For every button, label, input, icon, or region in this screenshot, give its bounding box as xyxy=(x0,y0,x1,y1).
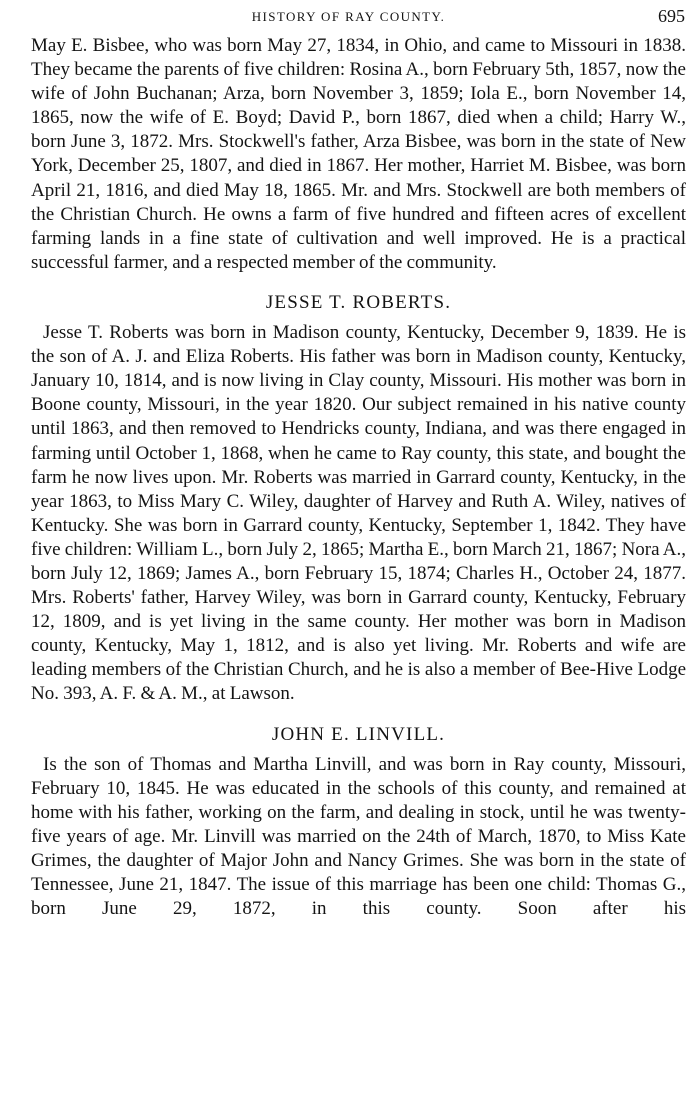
running-header xyxy=(0,6,697,30)
section-john-e-linvill xyxy=(31,723,686,922)
paragraph-john-e-linvill: Is the son of Thomas and Martha Linvill, and was born in Ray county, Missouri, February 10, 1845. He was educated in the schools of this county, and remained at home with his father, working on the farm, and dealing in stock, until he was twenty-five years of age. Mr. Linvill was married on the 24th of March, 1870, to Miss Kate Grimes, the daughter of Major John and Nancy Grimes. She was born in the state of Tennessee, June 21, 1847. The issue of this marriage has been one child: Thomas G., born June 29, 1872, in this county. Soon after his xyxy=(31,753,686,920)
running-title: HISTORY OF RAY COUNTY. xyxy=(251,9,446,24)
heading-jesse-t-roberts: JESSE T. ROBERTS. xyxy=(265,291,452,313)
section-stockwell-continued xyxy=(31,34,686,275)
paragraph-stockwell: May E. Bisbee, who was born May 27, 1834, in Ohio, and came to Missouri in 1838. They became the parents of five children: Rosina A., born February 5th, 1857, now the wife of John Buchanan; Arza, born November 3, 1859; Iola E., born November 14, 1865, now the wife of E. Boyd; David P., born 1867, died when a child; Harry W., born June 3, 1872. Mrs. Stockwell's father, Arza Bisbee, was born in the state of New York, December 25, 1807, and died in 1867. Her mother, Harriet M. Bisbee, was born April 21, 1816, and died May 18, 1865. Mr. and Mrs. Stockwell are both members of the Christian Church. He owns a farm of five hundred and fifteen acres of excellent farming lands in a fine state of cultivation and well improved. He is a practical successful farmer, and a respected member of the community. xyxy=(31,35,686,273)
page-number: 695 xyxy=(658,6,685,26)
section-jesse-t-roberts xyxy=(31,291,686,707)
paragraph-jesse-t-roberts: Jesse T. Roberts was born in Madison county, Kentucky, December 9, 1839. He is the son of A. J. and Eliza Roberts. His father was born in Madison county, Kentucky, January 10, 1814, and is now living in Clay county, Missouri. His mother was born in Boone county, Missouri, in the year 1820. Our subject remained in his native county until 1863, and then removed to Hendricks county, Indiana, and was there engaged in farming until October 1, 1868, when he came to Ray county, this state, and bought the farm he now lives upon. Mr. Roberts was married in Garrard county, Kentucky, in the year 1863, to Miss Mary C. Wiley, daughter of Harvey and Ruth A. Wiley, natives of Kentucky. She was born in Garrard county, Kentucky, September 1, 1842. They have five children: William L., born July 2, 1865; Martha E., born March 21, 1867; Nora A., born July 12, 1869; James A., born February 15, 1874; Charles H., October 24, 1877. Mrs. Roberts' father, Harvey Wiley, was born in Garrard county, Kentucky, February 12, 1809, and is yet living in the same county. Her mother was born in Madison county, Kentucky, May 1, 1812, and is also yet living. Mr. Roberts and wife are leading members of the Christian Church, and he is also a member of Bee-Hive Lodge No. 393, A. F. & A. M., at Lawson. xyxy=(31,322,686,705)
heading-john-e-linvill: JOHN E. LINVILL. xyxy=(271,723,446,745)
page-body xyxy=(31,34,686,921)
